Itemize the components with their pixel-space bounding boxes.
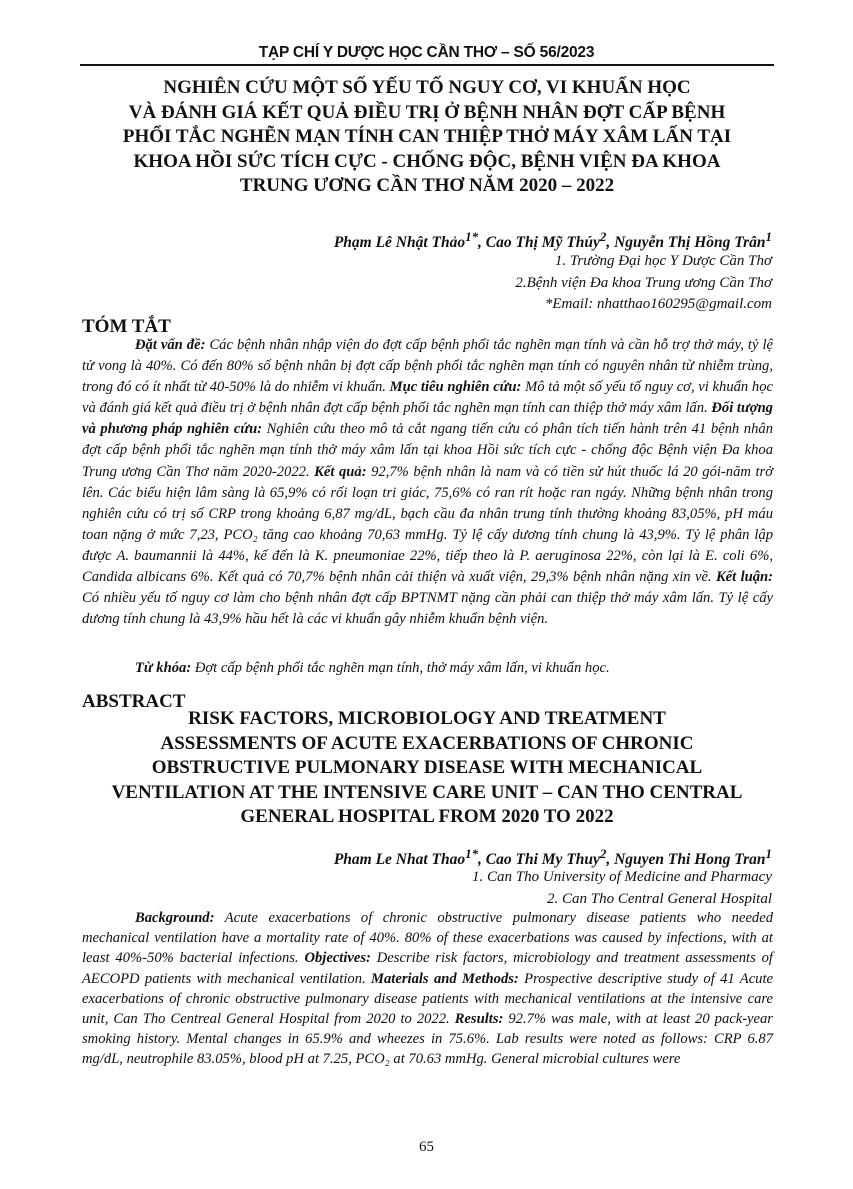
label: Kết luận: <box>715 569 774 586</box>
author-sup: 1* <box>465 229 479 244</box>
label: Kết quả: <box>314 463 367 480</box>
article-title-en <box>80 707 774 830</box>
text: Describe risk factors, microbiology and treatment assessments of AECOPD patients with mechanical ventilation. <box>82 950 773 987</box>
author-sup: 2 <box>599 846 607 861</box>
label: Materials and Methods: <box>371 970 519 987</box>
author: Pham Le Nhat Thao <box>333 851 466 869</box>
author-sup: 1 <box>765 846 772 861</box>
label: Đối tượng và phương pháp nghiên cứu: <box>82 400 773 438</box>
header-rule <box>80 64 774 66</box>
title-line: PHỔI TẮC NGHẼN MẠN TÍNH CAN THIỆP THỞ MÁY XÂM LẤN TẠI <box>122 126 732 147</box>
email: *Email: nhatthao160295@gmail.com <box>544 296 772 312</box>
text: Acute exacerbations of chronic obstructive pulmonary disease patients who needed mechanical ventilation have a mortality rate of 40%. 80% of these exacerbations was caused by infections, with at least 40%-50% bacterial infections. <box>82 910 773 967</box>
label: Objectives: <box>304 950 371 967</box>
author: Nguyen Thi Hong Tran <box>614 851 766 869</box>
title-line: KHOA HỒI SỨC TÍCH CỰC - CHỐNG ĐỘC, BỆNH VIỆN ĐA KHOA <box>133 150 721 172</box>
affiliation: 2. Can Tho Central General Hospital <box>546 890 772 907</box>
author: Cao Thị Mỹ Thúy <box>485 234 600 252</box>
text: Nghiên cứu theo mô tả cắt ngang tiến cứu có phân tích tiến hành trên 41 bệnh nhân đợt cấp bệnh phổi tắc nghẽn mạn tính thở máy xâm lấn tại khoa Hồi sức tích cực - chống độc Bệnh viện Đa khoa Trung ương Cần Thơ năm 2020-2022. <box>82 421 773 480</box>
affiliation: 1. Can Tho University of Medicine and Pharmacy <box>472 869 772 885</box>
affiliation: 2.Bệnh viện Đa khoa Trung ương Cần Thơ <box>515 274 772 291</box>
page-number: 65 <box>419 1139 434 1155</box>
text: Mô tả một số yếu tố nguy cơ, vi khuẩn học và đánh giá kết quả điều trị ở bệnh nhân đợt cấp bệnh phổi tắc nghẽn mạn tính can thiệp thở máy xâm lấn. <box>82 379 773 417</box>
author: Cao Thi My Thuy <box>485 851 600 869</box>
title-line: OBSTRUCTIVE PULMONARY DISEASE WITH MECHANICAL <box>151 757 703 778</box>
keywords-text: Đợt cấp bệnh phổi tắc nghẽn mạn tính, thở máy xâm lấn, vi khuẩn học. <box>191 660 610 676</box>
authors-en: Pham Le Nhat Thao$^{1*}$, Cao Thi My Thuy$^2$, Nguyen Thi Hong Tran$^1$ <box>333 846 772 869</box>
text: Các bệnh nhân nhập viện do đợt cấp bệnh phổi tắc nghẽn mạn tính và cần hỗ trợ thở máy, tỷ lệ tử vong là 40%. Có đến 80% số bệnh nhân bị đợt cấp bệnh phổi tắc nghẽn mạn tính có nguyên nhân từ nhiễm trùng, trong đó có ít nhất từ 40-50% là do nhiễm vi khuẩn. <box>82 337 773 396</box>
keywords-vi <box>135 660 610 677</box>
text: 92.7% was male, with at least 20 pack-year smoking history. Mental changes in 65.9% and wheezes in 75.6%. Lab results were noted as follows: CRP 6.87 mg/dL, neutrophile 83.05%, blood pH at 7.25, PCO₂ at 70.63 mmHg. General microbial cultures were <box>82 1011 773 1068</box>
abstract-vi <box>82 335 773 630</box>
title-line: RISK FACTORS, MICROBIOLOGY AND TREATMENT <box>188 708 666 729</box>
label: Đặt vấn đề: <box>135 337 206 353</box>
author: Nguyễn Thị Hồng Trân <box>614 234 766 252</box>
text: Có nhiều yếu tố nguy cơ làm cho bệnh nhân đợt cấp BPTNMT nặng cần phải can thiệp thở máy xâm lấn. Tỷ lệ cấy dương tính chung là 43,9% hầu hết là các vi khuẩn gây nhiễm khuẩn bệnh viện. <box>82 590 773 628</box>
keywords-label: Từ khóa: <box>135 660 192 676</box>
text: 92,7% bệnh nhân là nam và có tiền sử hút thuốc lá 20 gói-năm trở lên. Các biểu hiện lâm sàng là 65,9% có rối loạn tri giác, 75,6% có ran rít hoặc ran ngáy. Những bệnh nhân trong nghiên cứu có trị số CRP trong khoảng 6,87 mg/dL, bạch cầu đa nhân trung tính thường khoảng 83,05%, pH máu toan nặng ở mức 7,23, PCO₂ tăng cao khoảng 70,63 mmHg. Tỷ lệ cấy dương tính chung là 43,9%. Tỷ lệ phân lập được A. baumannii là 44%, kế đến là K. pneumoniae 22%, tiếp theo là P. aeruginosa 22%, còn lại là E. coli 6%, Candida albicans 6%. Kết quả có 70,7% bệnh nhân cải thiện và xuất viện, 29,3% bệnh nhân nặng xin về. <box>82 463 773 586</box>
heading-tom-tat: TÓM TẮT <box>82 316 171 337</box>
authors-vi: Phạm Lê Nhật Thảo$^{1*}$, Cao Thị Mỹ Thúy$^2$, Nguyễn Thị Hồng Trân$^1$ <box>333 229 772 252</box>
affiliations-vi <box>80 251 772 316</box>
author-sup: 1 <box>765 229 772 244</box>
label: Background: <box>135 910 215 926</box>
label: Mục tiêu nghiên cứu: <box>389 379 522 396</box>
author-sup: 1* <box>465 846 479 861</box>
abstract-en <box>82 908 773 1070</box>
title-line: NGHIÊN CỨU MỘT SỐ YẾU TỐ NGUY CƠ, VI KHUẨN HỌC <box>163 77 691 98</box>
title-line: VÀ ĐÁNH GIÁ KẾT QUẢ ĐIỀU TRỊ Ở BỆNH NHÂN ĐỢT CẤP BỆNH <box>128 101 726 123</box>
journal-header: TẠP CHÍ Y DƯỢC HỌC CẦN THƠ – SỐ 56/2023 <box>258 44 595 61</box>
heading-abstract: ABSTRACT <box>82 691 186 712</box>
author-sup: 2 <box>599 229 607 244</box>
label: Results: <box>454 1011 504 1028</box>
affiliation: 1. Trường Đại học Y Dược Cần Thơ <box>554 253 772 269</box>
title-line: ASSESSMENTS OF ACUTE EXACERBATIONS OF CHRONIC <box>160 732 694 754</box>
article-title-vi <box>80 76 774 199</box>
title-line: GENERAL HOSPITAL FROM 2020 TO 2022 <box>240 806 614 827</box>
text: Prospective descriptive study of 41 Acute exacerbations of chronic obstructive pulmonary disease patients with mechanical ventilations at the intensive care unit, Can Tho Centreal General Hospital from 2020 to 2022. <box>82 970 774 1028</box>
author: Phạm Lê Nhật Thảo <box>333 234 466 252</box>
affiliations-en <box>80 867 772 910</box>
title-line: VENTILATION AT THE INTENSIVE CARE UNIT – CAN THO CENTRAL <box>111 781 743 803</box>
title-line: TRUNG ƯƠNG CẦN THƠ NĂM 2020 – 2022 <box>239 175 615 196</box>
